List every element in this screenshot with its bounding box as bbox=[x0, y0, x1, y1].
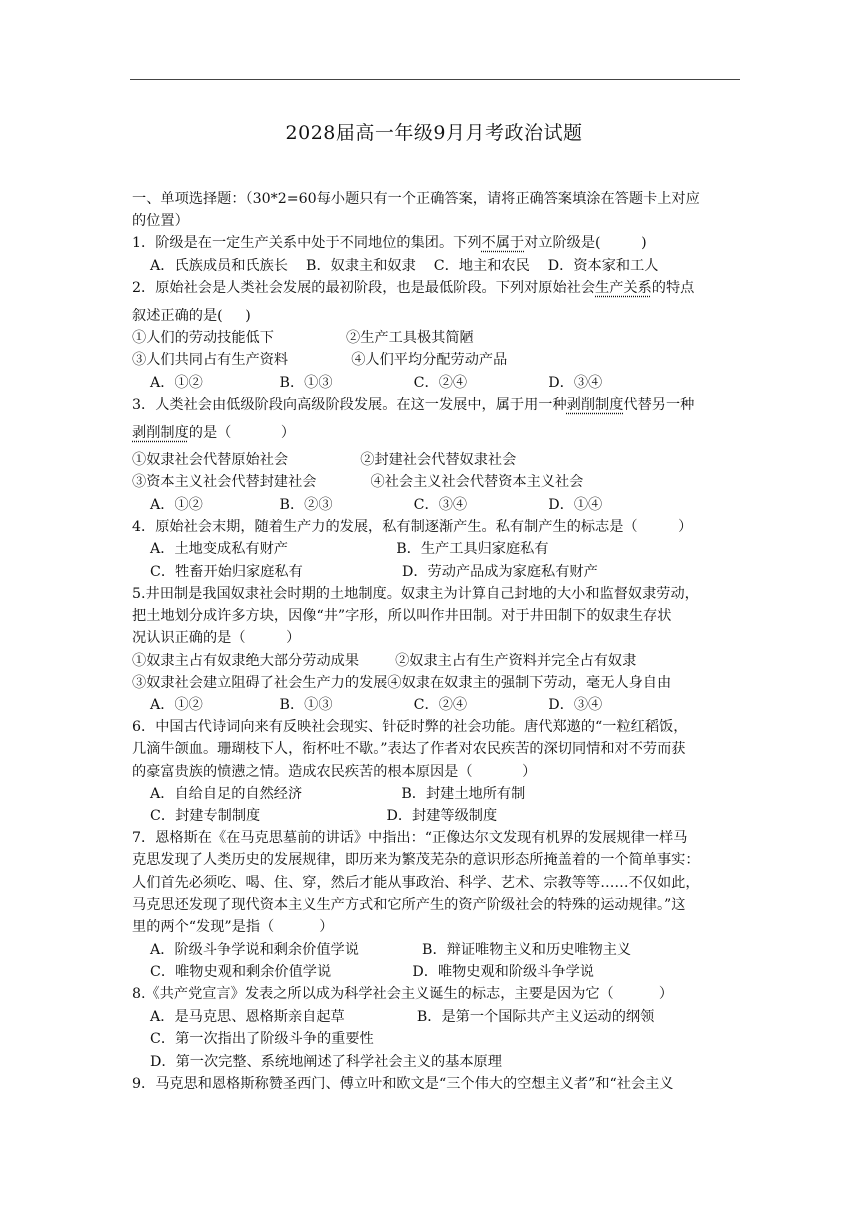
text-line: A．是马克思、恩格斯亲自起草 B．是第一个国际共产主义运动的纲领 bbox=[132, 1009, 655, 1025]
text-line: 8.《共产党宣言》发表之所以成为科学社会主义诞生的标志，主要是因为它（ ） bbox=[132, 986, 674, 1002]
emphasis-dots: 剥削制度 bbox=[566, 397, 624, 413]
text-line: A．①② B．②③ C．③④ D．①④ bbox=[132, 497, 603, 513]
text-line: 9．马克思和恩格斯称赞圣西门、傅立叶和欧文是“三个伟大的空想主义者”和“社会主义 bbox=[132, 1076, 674, 1092]
text-line: 剥削制度的是（ ） bbox=[132, 425, 296, 441]
exam-title: 2028届高一年级9月月考政治试题 bbox=[285, 122, 583, 144]
text-line: A．氏族成员和氏族长 B．奴隶主和奴隶 C．地主和农民 D．资本家和工人 bbox=[132, 258, 659, 274]
text-line: 况认识正确的是（ ） bbox=[132, 630, 301, 646]
text-line: D．第一次完整、系统地阐述了科学社会主义的基本原理 bbox=[132, 1054, 502, 1070]
text-line: 3．人类社会由低级阶段向高级阶段发展。在这一发展中，属于用一种剥削制度代替另一种 bbox=[132, 397, 695, 413]
text-line: 6．中国古代诗词向来有反映社会现实、针砭时弊的社会功能。唐代郑遨的“一粒红稻饭， bbox=[132, 719, 688, 735]
text-line: 2．原始社会是人类社会发展的最初阶段，也是最低阶段。下列对原始社会生产关系的特点 bbox=[132, 280, 695, 296]
header-rule bbox=[130, 79, 740, 80]
text-line: C．封建专制制度 D．封建等级制度 bbox=[132, 808, 498, 824]
emphasis-dots: 剥削制度 bbox=[132, 425, 189, 441]
text-line: 里的两个“发现”是指（ ） bbox=[132, 919, 334, 935]
text-line: 把土地划分成许多方块，因像“井”字形，所以叫作井田制。对于井田制下的奴隶生存状 bbox=[132, 608, 672, 624]
text-line: 马克思还发现了现代资本主义生产方式和它所产生的资产阶级社会的特殊的运动规律。”这 bbox=[132, 897, 686, 913]
text-line: C．牲畜开始归家庭私有 D．劳动产品成为家庭私有财产 bbox=[132, 564, 598, 580]
text-line: ①奴隶主占有奴隶绝大部分劳动成果 ②奴隶主占有生产资料并完全占有奴隶 bbox=[132, 653, 637, 669]
emphasis-dots: 生产关系 bbox=[595, 280, 652, 296]
text-line: 克思发现了人类历史的发展规律，即历来为繁茂芜杂的意识形态所掩盖着的一个简单事实： bbox=[132, 852, 700, 868]
text-line: 的位置） bbox=[132, 213, 189, 229]
text-line: C．第一次指出了阶级斗争的重要性 bbox=[132, 1031, 374, 1047]
text-line: ③人们共同占有生产资料 ④人们平均分配劳动产品 bbox=[132, 352, 508, 368]
text-line: C．唯物史观和剩余价值学说 D．唯物史观和阶级斗争学说 bbox=[132, 964, 594, 980]
text-line: 几滴牛颌血。珊瑚枝下人，衔杯吐不歇。”表达了作者对农民疾苦的深切同情和对不劳而获 bbox=[132, 741, 686, 757]
text-line: A．①② B．①③ C．②④ D．③④ bbox=[132, 697, 603, 713]
text-line: ①人们的劳动技能低下 ②生产工具极其简陋 bbox=[132, 330, 474, 346]
text-line: A．土地变成私有财产 B．生产工具归家庭私有 bbox=[132, 541, 549, 557]
text-line: A．阶级斗争学说和剩余价值学说 B．辩证唯物主义和历史唯物主义 bbox=[132, 942, 632, 958]
text-line: A．①② B．①③ C．②④ D．③④ bbox=[132, 375, 603, 391]
text-line: 一、单项选择题：（30*2=60每小题只有一个正确答案，请将正确答案填涂在答题卡上对应 bbox=[132, 191, 700, 207]
text-line: ③奴隶社会建立阻碍了社会生产力的发展④奴隶在奴隶主的强制下劳动，毫无人身自由 bbox=[132, 675, 672, 691]
text-line: 7．恩格斯在《在马克思墓前的讲话》中指出：“正像达尔文发现有机界的发展规律一样马 bbox=[132, 830, 688, 846]
text-line: 1．阶级是在一定生产关系中处于不同地位的集团。下列不属于对立阶级是( ) bbox=[132, 235, 647, 251]
text-line: 叙述正确的是( ) bbox=[132, 308, 251, 324]
text-line: A．自给自足的自然经济 B．封建土地所有制 bbox=[132, 786, 526, 802]
text-line: 的豪富贵族的愤懑之情。造成农民疾苦的根本原因是（ ） bbox=[132, 764, 537, 780]
text-line: 人们首先必须吃、喝、住、穿，然后才能从事政治、科学、艺术、宗教等等……不仅如此， bbox=[132, 875, 700, 891]
text-line: ③资本主义社会代替封建社会 ④社会主义社会代替资本主义社会 bbox=[132, 474, 584, 490]
text-line: ①奴隶社会代替原始社会 ②封建社会代替奴隶社会 bbox=[132, 452, 517, 468]
emphasis-dots: 不属于 bbox=[481, 235, 525, 251]
text-line: 5.井田制是我国奴隶社会时期的土地制度。奴隶主为计算自己封地的大小和监督奴隶劳动， bbox=[132, 586, 699, 602]
text-line: 4．原始社会末期，随着生产力的发展，私有制逐渐产生。私有制产生的标志是（ ） bbox=[132, 519, 693, 535]
